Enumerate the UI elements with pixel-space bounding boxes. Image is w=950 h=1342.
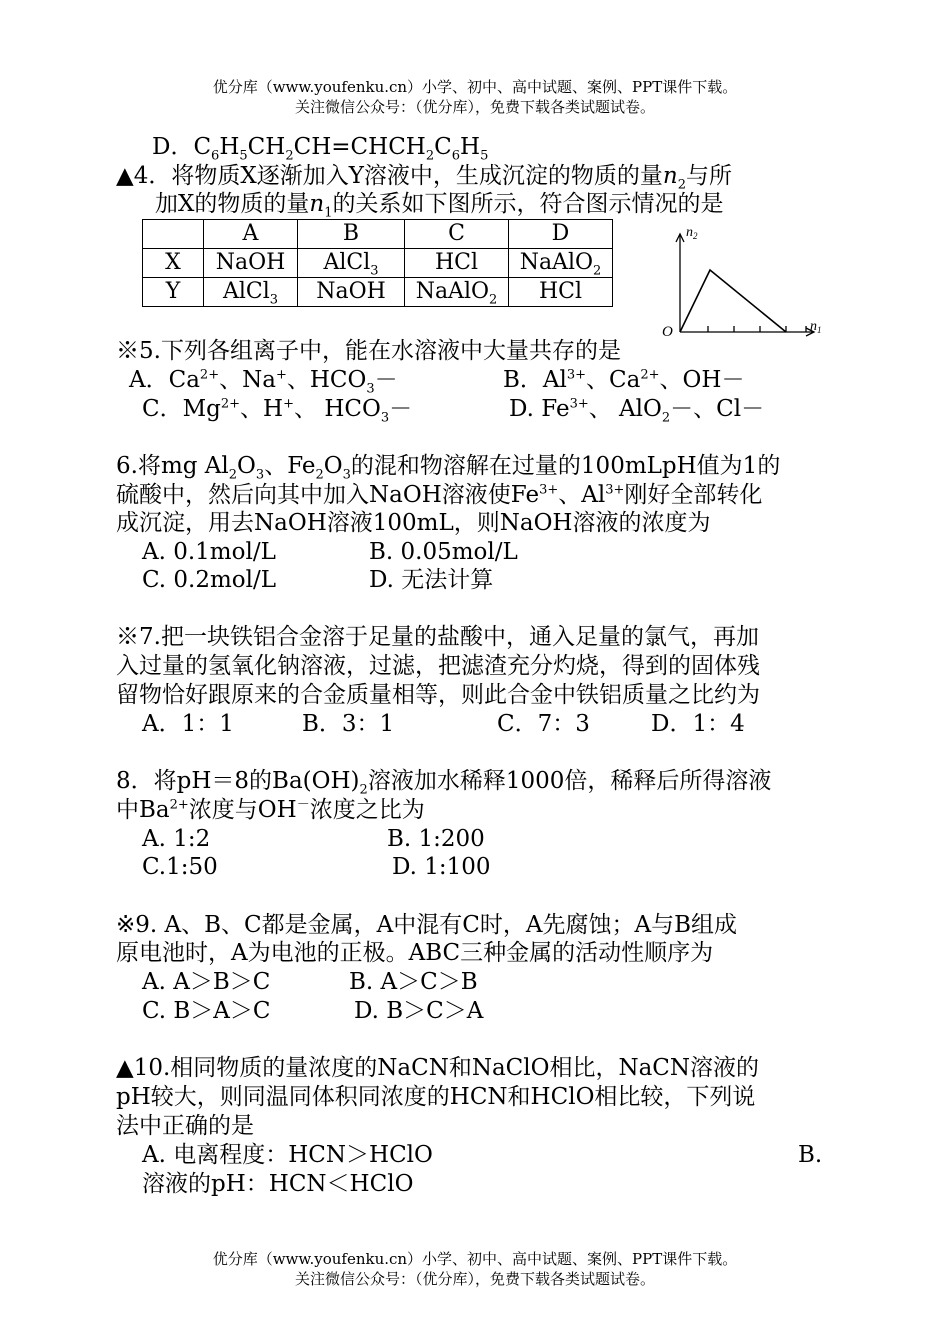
q5-option-d: D. $Fe^{3+}$、 AlO$_2$－、Cl－ bbox=[509, 396, 765, 426]
q8-stem-line-1: 8．将pH＝8的$Ba(OH)_2$溶液加水稀释1000倍，稀释后所得溶液 bbox=[116, 768, 772, 798]
q9-option-b: B. A＞C＞B bbox=[349, 969, 478, 995]
table-header-cell: D bbox=[509, 220, 613, 249]
q8-option-a: A. 1:2 bbox=[142, 826, 211, 852]
q9-stem-line-1: ※9. A、B、C都是金属，A中混有C时，A先腐蚀；A与B组成 bbox=[116, 912, 737, 938]
q7-stem-line-2: 入过量的氢氧化钠溶液，过滤，把滤渣充分灼烧，得到的固体残 bbox=[116, 653, 760, 679]
q5-option-c: C．$Mg^{2+}$、H+、 $HCO_3-$ bbox=[142, 396, 413, 426]
table-cell: NaOH bbox=[298, 278, 405, 307]
y-axis-label: $n_2$ bbox=[686, 225, 698, 241]
q7-option-c: C．7：3 bbox=[497, 711, 590, 737]
q6-stem-line-3: 成沉淀，用去NaOH溶液100mL，则NaOH溶液的浓度为 bbox=[116, 510, 711, 536]
q10-option-b-label: B. bbox=[798, 1142, 823, 1168]
footer-line-1: 优分库（www.youfenku.cn）小学、初中、高中试题、案例、PPT课件下载。 bbox=[212, 1250, 738, 1268]
q6-option-d: D. 无法计算 bbox=[369, 567, 494, 593]
q9-option-d: D. B＞C＞A bbox=[354, 998, 484, 1024]
table-header-cell: C bbox=[405, 220, 509, 249]
q7-option-d: D．1：4 bbox=[651, 711, 745, 737]
q9-option-a: A. A＞B＞C bbox=[142, 969, 271, 995]
table-header-cell: A bbox=[204, 220, 298, 249]
table-cell: X bbox=[143, 249, 204, 278]
q10-stem-line-3: 法中正确的是 bbox=[116, 1113, 254, 1139]
q4-graph bbox=[656, 222, 836, 344]
q10-stem-line-2: pH较大，则同温同体积同浓度的HCN和HClO相比较，下列说 bbox=[116, 1084, 756, 1110]
q10-option-b-text: 溶液的pH：HCN＜HClO bbox=[142, 1171, 414, 1197]
table-cell: NaOH bbox=[204, 249, 298, 278]
table-header-cell: B bbox=[298, 220, 405, 249]
q4-stem-line-1: ▲4．将物质X逐渐加入Y溶液中，生成沉淀的物质的量$n_2$与所 bbox=[116, 163, 732, 193]
table-row bbox=[143, 249, 613, 278]
q9-stem-line-2: 原电池时，A为电池的正极。ABC三种金属的活动性顺序为 bbox=[116, 940, 714, 966]
q4-stem-line-2: 加X的物质的量$n_1$的关系如下图所示，符合图示情况的是 bbox=[155, 191, 724, 221]
q10-stem-line-1: ▲10.相同物质的量浓度的NaCN和NaClO相比，NaCN溶液的 bbox=[116, 1055, 760, 1081]
table-header-cell bbox=[143, 220, 204, 249]
table-cell: AlCl$_3$ bbox=[204, 278, 298, 307]
precipitate-curve bbox=[680, 270, 786, 332]
footer-line-2: 关注微信公众号：（优分库），免费下载各类试题试卷。 bbox=[294, 1270, 655, 1288]
table-cell: NaAlO$_2$ bbox=[509, 249, 613, 278]
q8-option-d: D. 1:100 bbox=[392, 854, 491, 880]
q3-option-d: D．$C_6H_5CH_2CH=CHCH_2C_6H_5$ bbox=[152, 134, 489, 164]
q9-option-c: C. B＞A＞C bbox=[142, 998, 271, 1024]
q7-option-b: B．3：1 bbox=[302, 711, 395, 737]
q8-option-b: B. 1:200 bbox=[387, 826, 485, 852]
q6-option-b: B. 0.05mol/L bbox=[369, 539, 518, 565]
table-cell: HCl bbox=[405, 249, 509, 278]
header-line-2: 关注微信公众号：（优分库），免费下载各类试题试卷。 bbox=[294, 98, 655, 116]
origin-label: O bbox=[662, 324, 673, 340]
table-row bbox=[143, 278, 613, 307]
table-cell: NaAlO$_2$ bbox=[405, 278, 509, 307]
header-line-1: 优分库（www.youfenku.cn）小学、初中、高中试题、案例、PPT课件下载。 bbox=[212, 78, 738, 96]
q4-options-table bbox=[142, 219, 613, 307]
table-cell: Y bbox=[143, 278, 204, 307]
q6-stem-line-2: 硫酸中，然后向其中加入NaOH溶液使$Fe^{3+}$、$Al^{3+}$刚好全部转化 bbox=[116, 482, 763, 508]
table-header-row bbox=[143, 220, 613, 249]
q8-option-c: C.1:50 bbox=[142, 854, 218, 880]
q5-stem: ※5.下列各组离子中，能在水溶液中大量共存的是 bbox=[116, 338, 621, 364]
q7-stem-line-3: 留物恰好跟原来的合金质量相等，则此合金中铁铝质量之比约为 bbox=[116, 682, 760, 708]
q5-option-b: B．$Al^{3+}$、$Ca^{2+}$、OH－ bbox=[503, 367, 745, 393]
q7-stem-line-1: ※7.把一块铁铝合金溶于足量的盐酸中，通入足量的氯气，再加 bbox=[116, 624, 759, 650]
q6-stem-line-1: 6.将mg $Al_2O_3$、$Fe_2O_3$的混和物溶解在过量的100mLpH值为1的 bbox=[116, 453, 781, 483]
q7-option-a: A．1：1 bbox=[142, 711, 234, 737]
q6-option-a: A. 0.1mol/L bbox=[142, 539, 276, 565]
table-cell: HCl bbox=[509, 278, 613, 307]
q5-option-a: A．$Ca^{2+}$、Na+、$HCO_3-$ bbox=[129, 367, 398, 397]
q8-stem-line-2: 中$Ba^{2+}$浓度与OH－浓度之比为 bbox=[116, 797, 425, 823]
q6-option-c: C. 0.2mol/L bbox=[142, 567, 277, 593]
q10-option-a: A. 电离程度：HCN＞HClO bbox=[142, 1142, 433, 1168]
x-axis-label: $n_1$ bbox=[810, 319, 822, 335]
table-cell: AlCl$_3$ bbox=[298, 249, 405, 278]
